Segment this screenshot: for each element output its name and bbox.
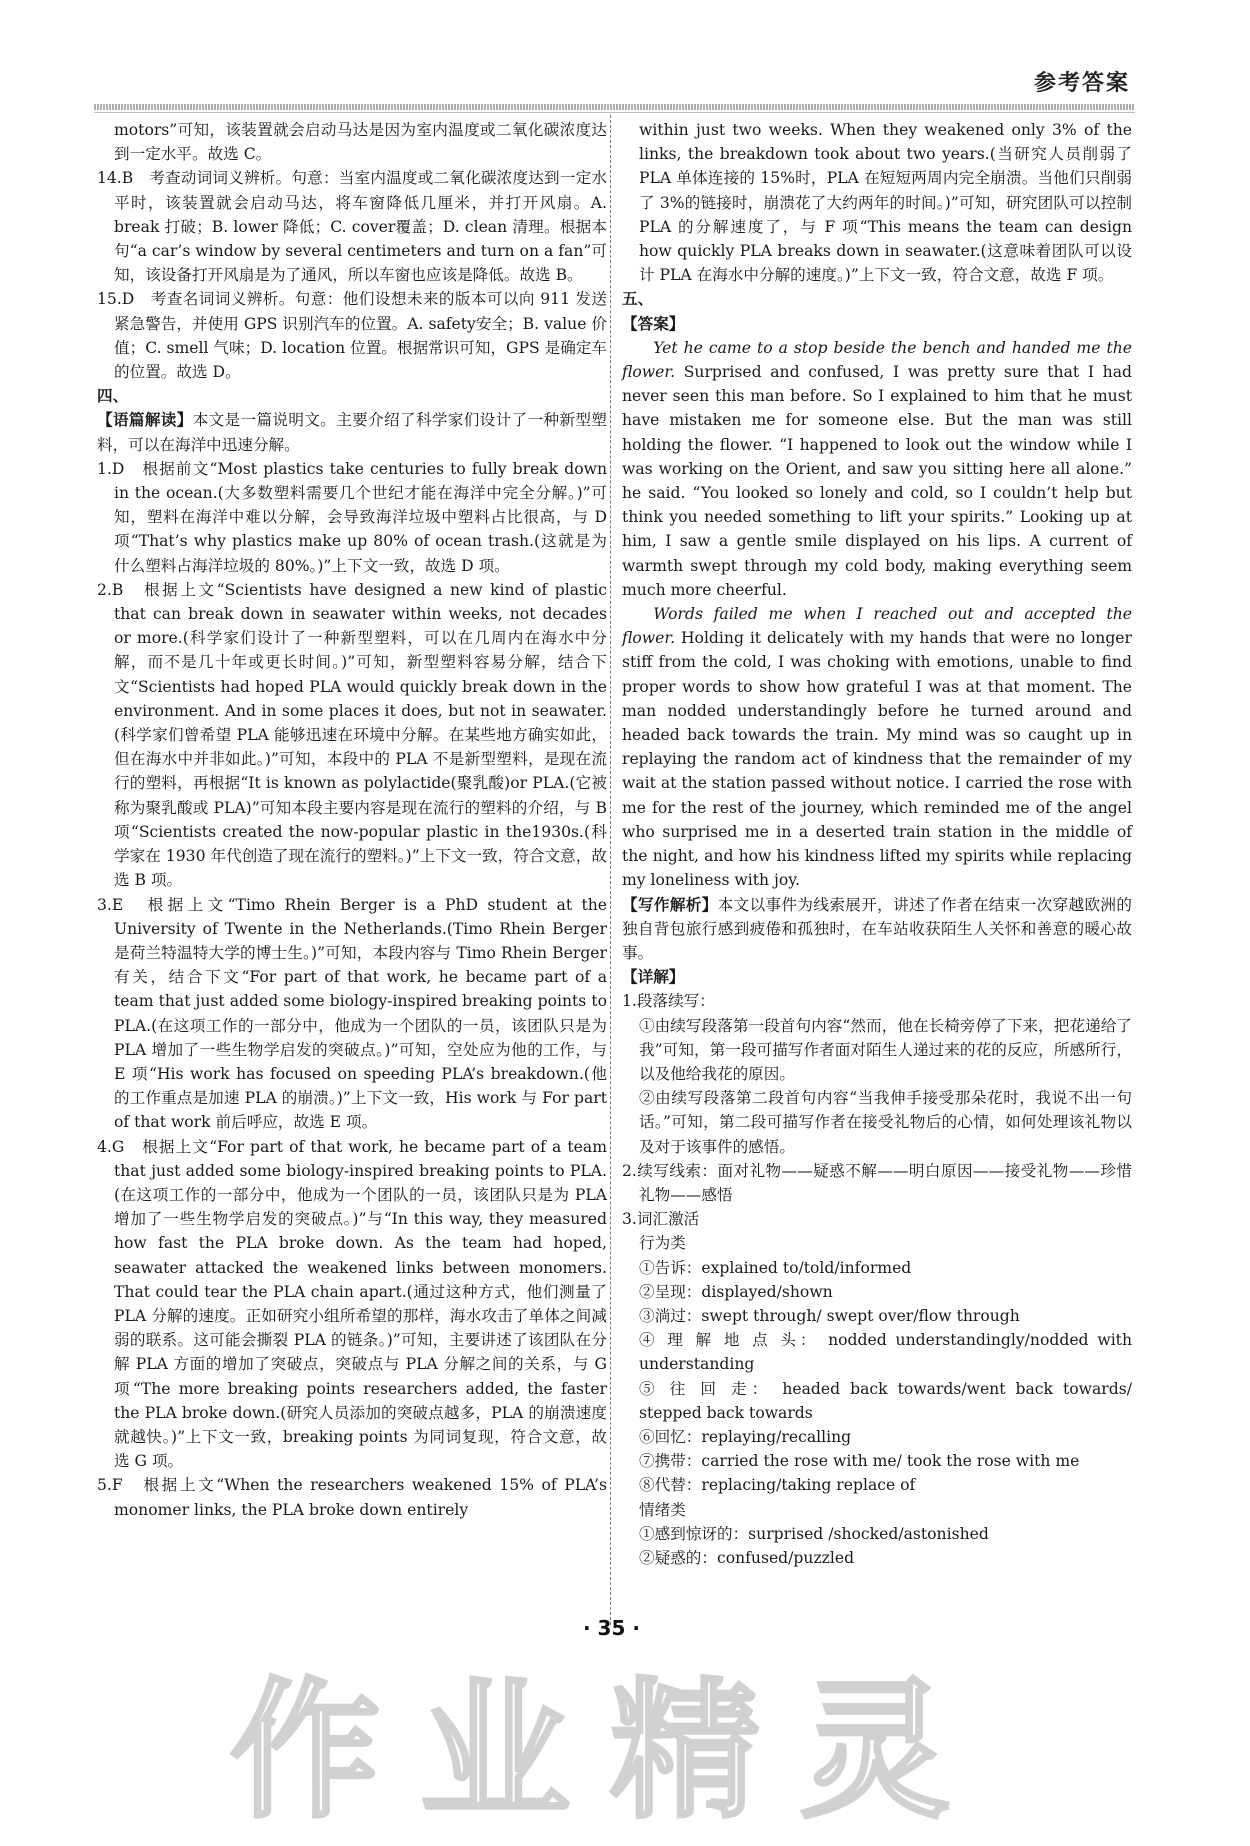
- answer-5-end: within just two weeks. When they weakened only 3% of the links, the breakdown took about two years.(当研究人员削弱了 PLA 单体连接的 15%时，PLA 在短短两周内完全崩溃。当他们只削弱了 3%的链接时，崩溃花了大约两年的时间。)”可知，研究团队可以控制 PLA 的分解速度了，与 F 项“This means the team can design how quickly PLA breaks down in seawater.(这意味着团队可以设计 PLA 在海水中分解的速度。)”上下文一致，符合文意，故选 F 项。: [639, 121, 1132, 285]
- detail-2: 2.续写线索：面对礼物——疑惑不解——明白原因——接受礼物——珍惜礼物——感悟: [622, 1161, 1132, 1204]
- q13-tail: motors”可知，该装置就会启动马达是因为室内温度或二氧化碳浓度达到一定水平。故选 C。: [114, 121, 607, 164]
- answer-2: 2.B 根据上文“Scientists have designed a new kind of plastic that can break down in seawater within weeks, not decades or more.(科学家们设计了一种新型塑料，可以在几周内在海水中分解，而不是几十年或更长时间。)”可知，新型塑料容易分解，结合下文“Scientists had hoped PLA would quickly break down in the environment. And in some places it does, but not in seawater.(科学家们曾希望 PLA 能够迅速在环境中分解。在某些地方确实如此，但在海水中并非如此。)”可知，本段中的 PLA 不是新型塑料，是现在流行的塑料，再根据“It is known as polylactide(聚乳酸)or PLA.(它被称为聚乳酸或 PLA)”可知本段主要内容是现在流行的塑料的介绍，与 B 项“Scientists created the now-popular plastic in the1930s.(科学家在 1930 年代创造了现在流行的塑料。)”上下文一致，符合文意，故选 B 项。: [97, 580, 607, 890]
- watermark: 作业精灵: [230, 1665, 991, 1839]
- essay-paragraph-1: [622, 336, 1132, 602]
- passage-text: 本文是一篇说明文。主要介绍了科学家们设计了一种新型塑料，可以在海洋中迅速分解。: [97, 411, 607, 454]
- vocab-item: ④ 理 解 地 点 头： nodded understandingly/nodded with understanding: [639, 1331, 1132, 1374]
- para1-rest: Surprised and confused, I was pretty sure that I had never seen this man before. So I explained to him that he must have mistaken me for someone else. But the man was still holding the flower. “I happened to look out the window while I was working on the Orient, and saw you sitting here all alone.” he said. “You looked so lonely and cold, so I couldn’t help but think you needed something to lift your spirits.” Looking up at him, I saw a gentle smile displayed on his lips. A current of warmth swept through my cold body, making everything seem much more cheerful.: [622, 363, 1132, 599]
- para2-lead: Words failed me when I reached out and accepted the flower.: [622, 605, 1132, 648]
- answer-3: 3.E 根据上文“Timo Rhein Berger is a PhD student at the University of Twente in the Netherlands.(Timo Rhein Berger 是荷兰特温特大学的博士生。)”可知，本段内容与 Timo Rhein Berger 有关，结合下文“For part of that work, he became part of a team that just added some biology-inspired breaking points to PLA.(在这项工作的一部分中，他成为一个团队的一员，该团队只是为 PLA 增加了一些生物学启发的突破点。)”可知，空处应为他的工作，与 E 项“His work has focused on speeding PLA’s breakdown.(他的工作重点是加速 PLA 的崩溃。)”上下文一致，His work 与 For part of that work 前后呼应，故选 E 项。: [97, 895, 607, 1132]
- column-divider: [610, 115, 611, 1625]
- emotion-item: ②疑惑的：confused/puzzled: [639, 1548, 855, 1567]
- detail-1-b: ②由续写段落第二段首句内容“当我伸手接受那朵花时，我说不出一句话。”可知，第二段可描写作者在接受礼物后的心情，如何处理该礼物以及对于该事件的感悟。: [639, 1089, 1132, 1156]
- header-rule-thin: [94, 112, 1135, 113]
- answer-tag: 【答案】: [622, 314, 685, 333]
- right-column: [622, 118, 1132, 1570]
- emotion-item: ①感到惊讶的：surprised /shocked/astonished: [639, 1524, 989, 1543]
- vocab-category-emotion: 情绪类: [639, 1500, 686, 1519]
- detail-1-a: ①由续写段落第一段首句内容“然而，他在长椅旁停了下来，把花递给了我”可知，第一段可描写作者面对陌生人递过来的花的反应，所感所行，以及他给我花的原因。: [639, 1016, 1132, 1083]
- vocab-item: ①告诉：explained to/told/informed: [639, 1258, 912, 1277]
- answer-5-start: 5.F 根据上文“When the researchers weakened 15% of PLA’s monomer links, the PLA broke down entirely: [97, 1476, 607, 1519]
- vocab-item: ⑦携带：carried the rose with me/ took the rose with me: [639, 1452, 1080, 1471]
- essay-paragraph-2: [622, 602, 1132, 892]
- answer-1: 1.D 根据前文“Most plastics take centuries to fully break down in the ocean.(大多数塑料需要几个世纪才能在海洋中完全分解。)”可知，塑料在海洋中难以分解，会导致海洋垃圾中塑料占比很高，与 D 项“That’s why plastics make up 80% of ocean trash.(这就是为什么塑料占海洋垃圾的 80%。)”上下文一致，故选 D 项。: [97, 459, 607, 575]
- para2-rest: Holding it delicately with my hands that were no longer stiff from the cold, I was choking with emotions, unable to find proper words to show how grateful I was at that moment. The man nodded understandingly before he turned around and headed back towards the train. My mind was so caught up in replaying the random act of kindness that the remainder of my wait at the station passed without notice. I carried the rose with me for the rest of the journey, which reminded me of the angel who surprised me in a deserted train station in the middle of the night, and how his kindness lifted my spirits while replacing my loneliness with joy.: [622, 629, 1132, 890]
- passage-tag: 【语篇解读】: [97, 411, 193, 430]
- writing-text: 本文以事件为线索展开，讲述了作者在结束一次穿越欧洲的独自背包旅行感到疲倦和孤独时，在车站收获陌生人关怀和善意的暖心故事。: [622, 895, 1132, 962]
- answer-14: 14.B 考查动词词义辨析。句意：当室内温度或二氧化碳浓度达到一定水平时，该装置就会启动马达，将车窗降低几厘米，并打开风扇。A. break 打破；B. lower 降低；C. cover覆盖；D. clean 清理。根据本句“a car’s window by several centimeters and turn on a fan”可知，该设备打开风扇是为了通风，所以车窗也应该是降低。故选 B。: [97, 169, 607, 285]
- left-column: [97, 118, 607, 1522]
- writing-tag: 【写作解析】: [622, 895, 718, 914]
- section-5-heading: 五、: [622, 290, 654, 309]
- para1-lead: Yet he came to a stop beside the bench and handed me the flower.: [622, 338, 1132, 382]
- header-rule: [94, 104, 1135, 110]
- passage-interpretation: [97, 408, 607, 456]
- vocab-item: ③淌过：swept through/ swept over/flow through: [639, 1306, 1020, 1325]
- vocab-item: ⑥回忆：replaying/recalling: [639, 1427, 852, 1446]
- vocab-item: ②呈现：displayed/shown: [639, 1282, 833, 1301]
- answer-4: 4.G 根据上文“For part of that work, he became part of a team that just added some biology-inspired breaking points to PLA.(在这项工作的一部分中，他成为一个团队的一员，该团队只是为 PLA 增加了一些生物学启发的突破点。)”与“In this way, they measured how fast the PLA broke down. As the team had hoped, seawater attacked the weakened links between monomers. That could tear the PLA chain apart.(通过这种方式，他们测量了 PLA 分解的速度。正如研究小组所希望的那样，海水攻击了单体之间减弱的联系。这可能会撕裂 PLA 的链条。)”可知，主要讲述了该团队在分解 PLA 方面的增加了突破点，突破点与 PLA 分解之间的关系，与 G 项“The more breaking points researchers added, the faster the PLA broke down.(研究人员添加的突破点越多，PLA 的崩溃速度就越快。)”上下文一致，breaking points 为同词复现，符合文意，故选 G 项。: [97, 1137, 607, 1471]
- detail-tag: 【详解】: [622, 968, 685, 987]
- vocab-item: ⑧代替：replacing/taking replace of: [639, 1476, 916, 1495]
- page-number: · 35 ·: [583, 1616, 640, 1640]
- answer-15: 15.D 考查名词词义辨析。句意：他们设想未来的版本可以向 911 发送紧急警告，并使用 GPS 识别汽车的位置。A. safety安全；B. value 价值；C. smell 气味；D. location 位置。根据常识可知，GPS 是确定车的位置。故选 D。: [97, 290, 608, 382]
- detail-3-title: 3.词汇激活: [622, 1210, 700, 1229]
- writing-analysis: [622, 893, 1132, 966]
- vocab-category-action: 行为类: [639, 1234, 686, 1253]
- header-title: 参考答案: [1033, 71, 1130, 96]
- vocab-item: ⑤ 往 回 走： headed back towards/went back towards/ stepped back towards: [639, 1379, 1132, 1422]
- section-4-heading: 四、: [97, 387, 129, 406]
- detail-1-title: 1.段落续写：: [622, 992, 715, 1011]
